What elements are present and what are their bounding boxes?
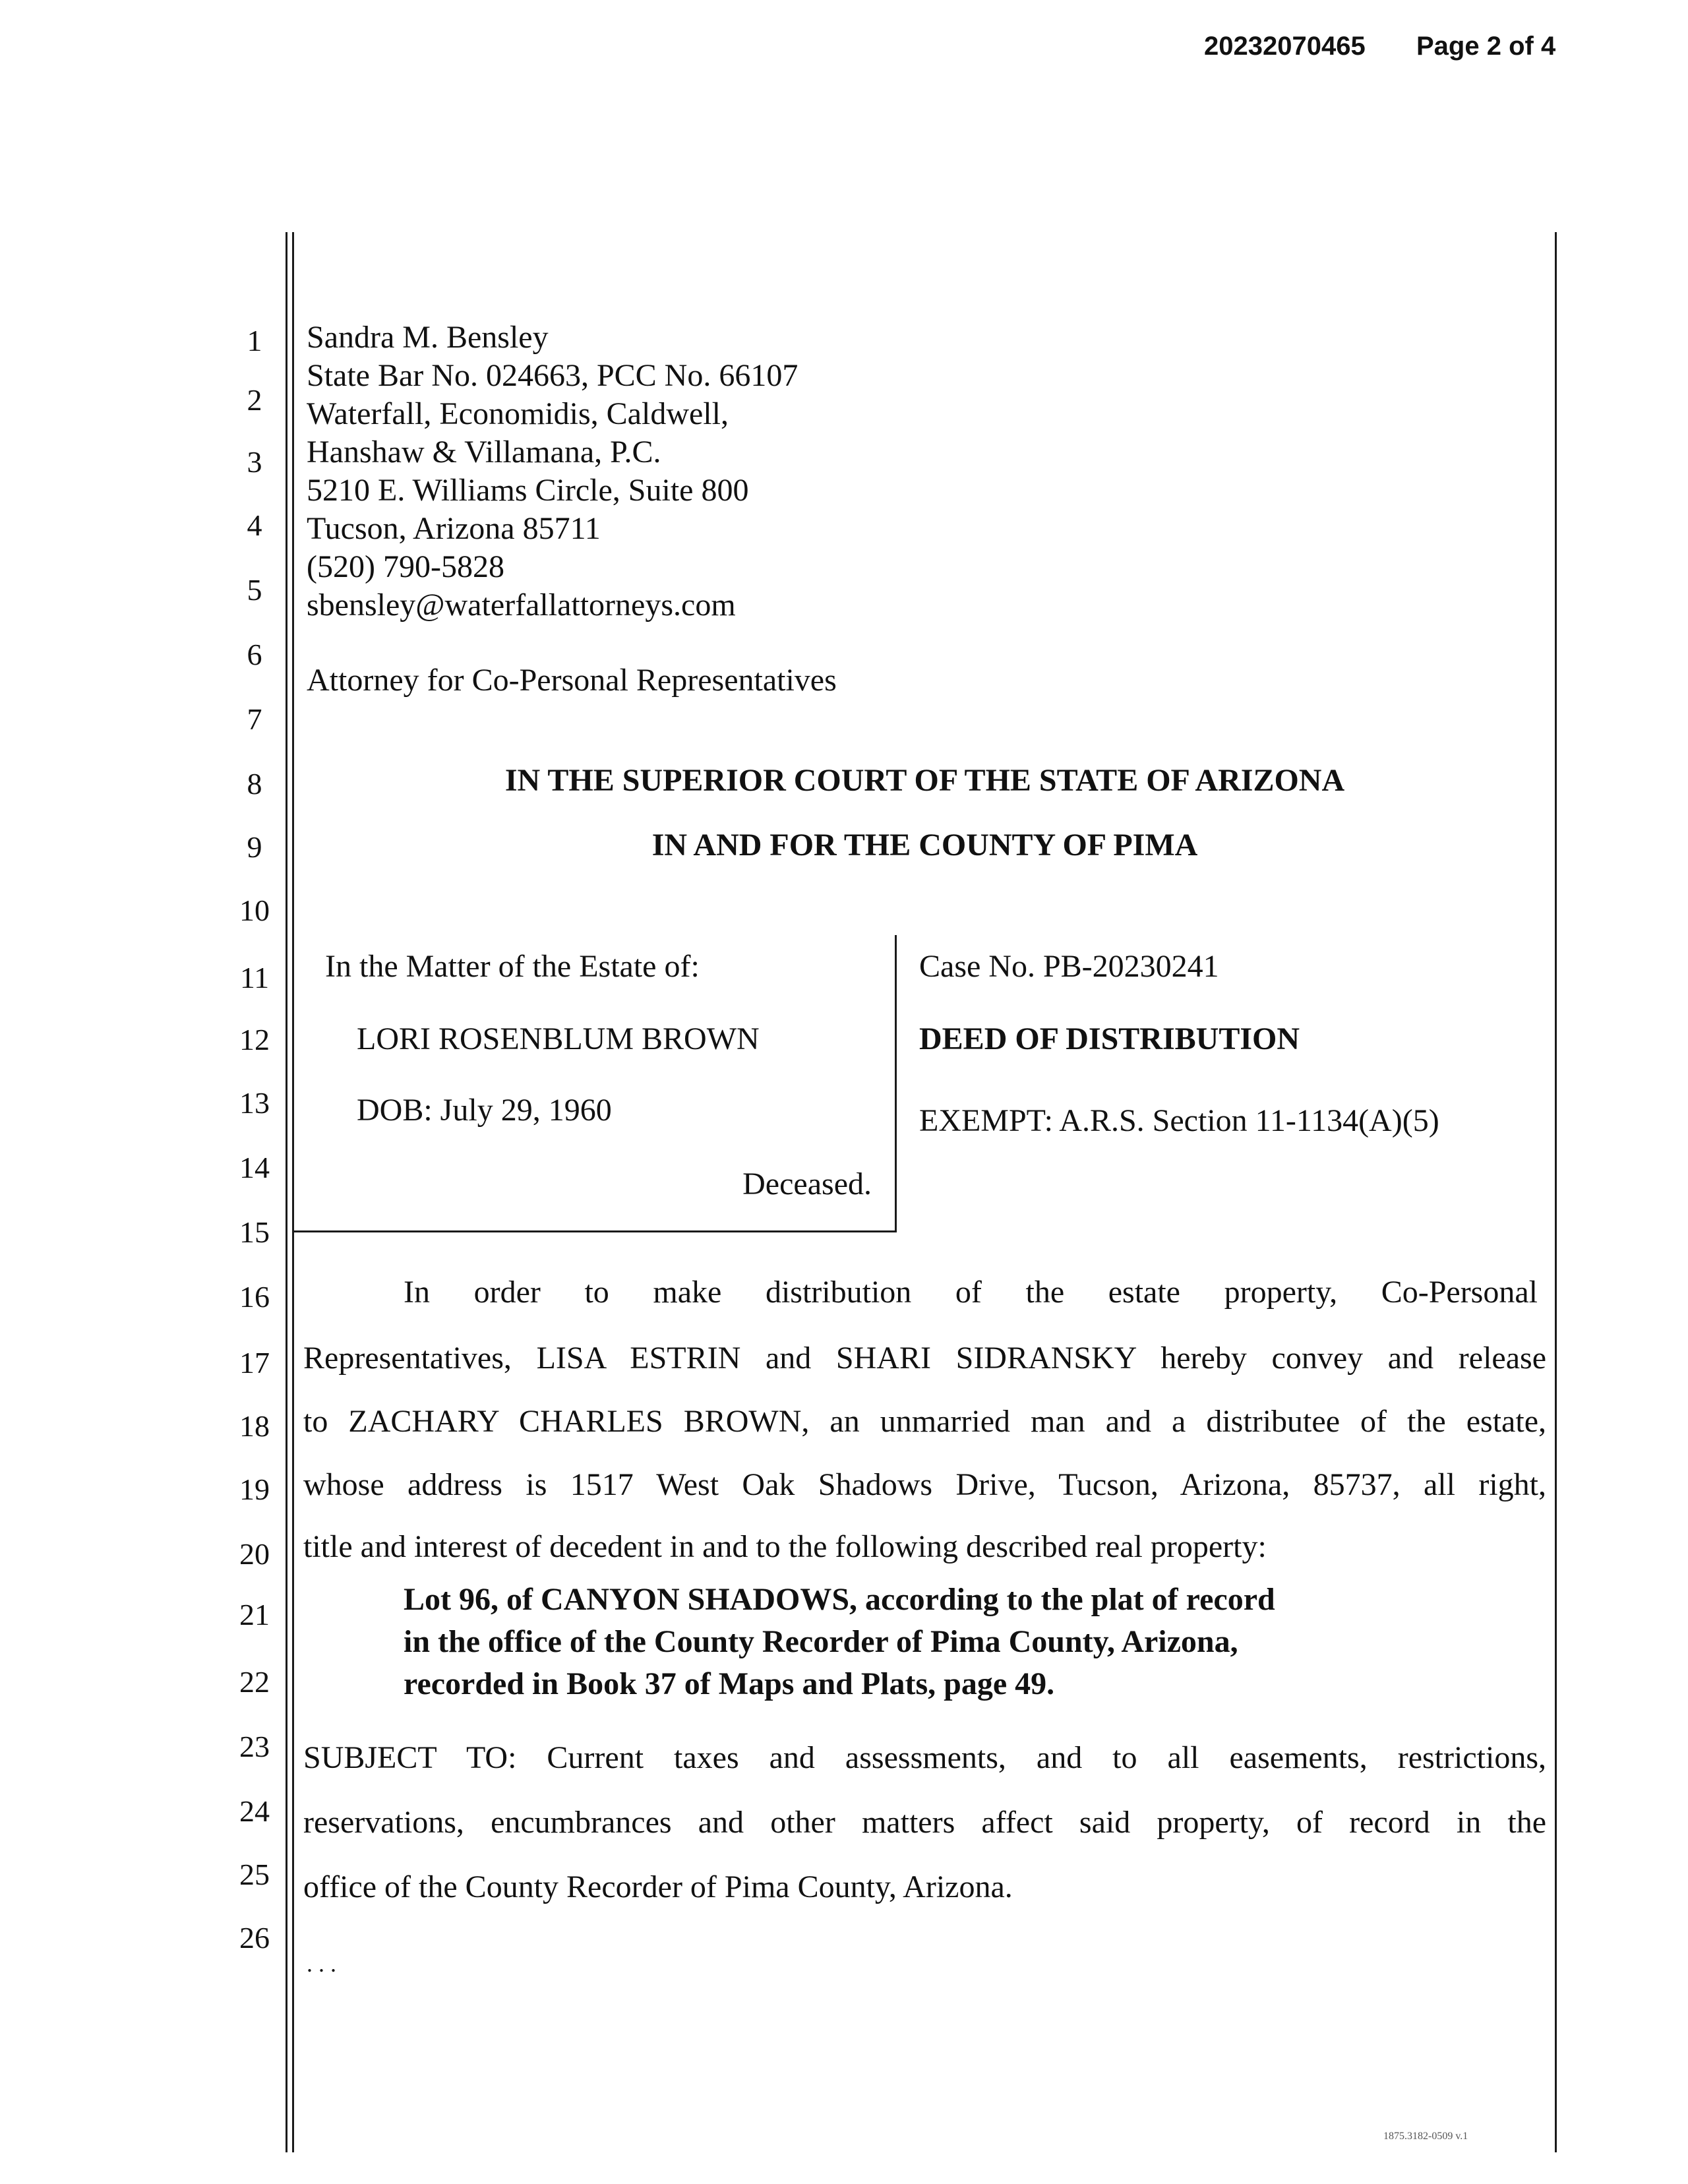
paragraph-line: to ZACHARY CHARLES BROWN, an unmarried man and a distributee of the estate,	[303, 1404, 1546, 1439]
firm-phone: (520) 790-5828	[307, 549, 504, 584]
line-number: 10	[239, 894, 270, 927]
firm-name-line2: Hanshaw & Villamana, P.C.	[307, 435, 661, 470]
line-number: 14	[239, 1151, 270, 1184]
line-number: 13	[239, 1086, 270, 1120]
right-margin-rule	[1555, 232, 1557, 2152]
line-number: 23	[239, 1730, 270, 1763]
decedent-status: Deceased.	[742, 1167, 872, 1201]
line-number: 4	[247, 508, 262, 542]
decedent-name: LORI ROSENBLUM BROWN	[357, 1021, 760, 1056]
firm-name-line1: Waterfall, Economidis, Caldwell,	[307, 396, 729, 431]
recording-number: 20232070465	[1204, 32, 1366, 61]
legal-description-line: recorded in Book 37 of Maps and Plats, page 49.	[404, 1666, 1055, 1701]
court-county: IN AND FOR THE COUNTY OF PIMA	[651, 828, 1198, 863]
caption-divider	[895, 935, 897, 1232]
line-number: 16	[239, 1280, 270, 1314]
subject-line: reservations, encumbrances and other matters affect said property, of record in the	[303, 1805, 1546, 1840]
attorney-email: sbensley@waterfallattorneys.com	[307, 588, 736, 622]
line-number: 2	[247, 383, 262, 417]
court-name: IN THE SUPERIOR COURT OF THE STATE OF ARIZONA	[504, 763, 1345, 798]
legal-description-line: Lot 96, of CANYON SHADOWS, according to the plat of record	[404, 1582, 1275, 1617]
firm-city: Tucson, Arizona 85711	[307, 511, 601, 546]
subject-line: SUBJECT TO: Current taxes and assessments, and to all easements, restrictions,	[303, 1740, 1546, 1775]
page-indicator: Page 2 of 4	[1416, 32, 1556, 61]
matter-label: In the Matter of the Estate of:	[325, 949, 700, 984]
line-number: 1	[247, 324, 262, 357]
line-number: 15	[239, 1215, 270, 1249]
line-number: 9	[247, 830, 262, 864]
line-number: 24	[239, 1794, 270, 1828]
line-number: 19	[239, 1472, 270, 1506]
legal-description-line: in the office of the County Recorder of Pima County, Arizona,	[404, 1624, 1238, 1659]
caption-underline	[294, 1230, 897, 1232]
firm-address: 5210 E. Williams Circle, Suite 800	[307, 473, 749, 508]
line-number: 22	[239, 1665, 270, 1699]
line-number: 25	[239, 1858, 270, 1891]
line-number: 26	[239, 1921, 270, 1955]
line-number: 12	[239, 1023, 270, 1056]
paragraph-line: In order to make distribution of the estate property, Co-Personal	[404, 1275, 1538, 1310]
line-number: 11	[239, 961, 270, 994]
decedent-dob: DOB: July 29, 1960	[357, 1093, 612, 1128]
line-number: 6	[247, 638, 262, 671]
line-number: 17	[239, 1346, 270, 1380]
document-title: DEED OF DISTRIBUTION	[919, 1021, 1300, 1056]
exemption-citation: EXEMPT: A.R.S. Section 11-1134(A)(5)	[919, 1103, 1439, 1138]
case-number: Case No. PB-20230241	[919, 949, 1219, 984]
line-number: 5	[247, 573, 262, 607]
paragraph-line: Representatives, LISA ESTRIN and SHARI SIDRANSKY hereby convey and release	[303, 1341, 1546, 1376]
line-number: 21	[239, 1598, 270, 1631]
line-number: 7	[247, 702, 262, 736]
line-number: 20	[239, 1537, 270, 1571]
subject-line-last: office of the County Recorder of Pima County, Arizona.	[303, 1869, 1013, 1904]
paragraph-line-last: title and interest of decedent in and to the following described real property:	[303, 1529, 1267, 1564]
attorney-bar-number: State Bar No. 024663, PCC No. 66107	[307, 358, 799, 393]
line-number: 8	[247, 767, 262, 801]
line-number: 3	[247, 445, 262, 479]
attorney-name: Sandra M. Bensley	[307, 320, 549, 355]
line-number: 18	[239, 1409, 270, 1443]
paragraph-line: whose address is 1517 West Oak Shadows Drive, Tucson, Arizona, 85737, all right,	[303, 1467, 1546, 1502]
continuation-ellipsis: . . .	[307, 1951, 336, 1977]
document-code: 1875.3182-0509 v.1	[1383, 2131, 1468, 2142]
attorney-role: Attorney for Co-Personal Representatives	[307, 663, 837, 698]
